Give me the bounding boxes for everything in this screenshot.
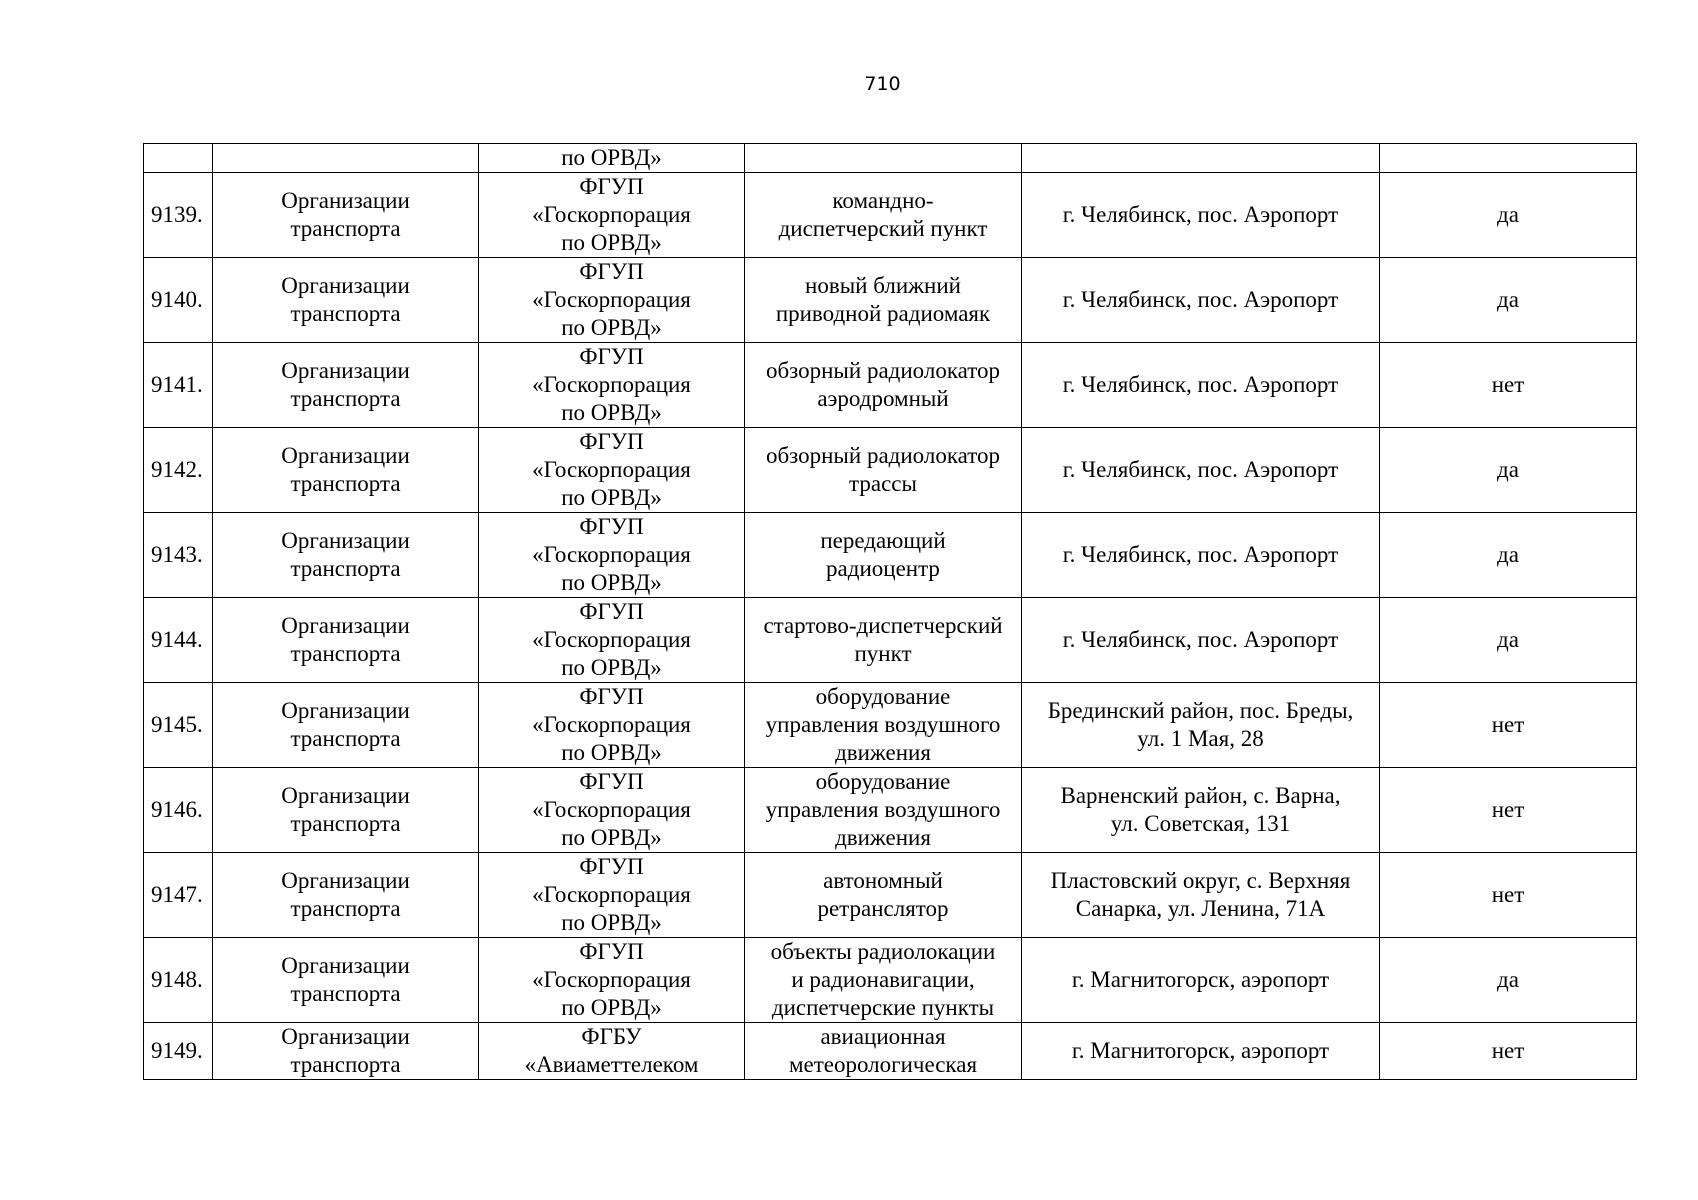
- object-line: управления воздушного: [765, 712, 1001, 737]
- address-cell: [1022, 1023, 1380, 1080]
- object-cell: [745, 853, 1022, 938]
- object-line: движения: [835, 825, 931, 850]
- category-line: Организации: [281, 273, 410, 298]
- category-line: транспорта: [290, 216, 401, 241]
- organization-line: «Госкорпорация: [532, 797, 691, 822]
- address-cell: [1022, 343, 1380, 428]
- table-row: [144, 768, 1637, 853]
- category-line: Организации: [281, 358, 410, 383]
- organization-line: ФГУП: [579, 769, 644, 794]
- flag-cell: да: [1380, 598, 1637, 683]
- category-cell: [213, 258, 479, 343]
- organization-line: ФГБУ: [581, 1024, 642, 1049]
- category-line: Организации: [281, 613, 410, 638]
- object-line: обзорный радиолокатор: [765, 443, 1001, 468]
- object-cell: [745, 768, 1022, 853]
- table-row: [144, 598, 1637, 683]
- object-cell: [745, 513, 1022, 598]
- object-line: управления воздушного: [765, 797, 1001, 822]
- category-line: Организации: [281, 783, 410, 808]
- address-line: г. Челябинск, пос. Аэропорт: [1062, 372, 1339, 397]
- organization-cell: [479, 683, 745, 768]
- object-line: метеорологическая: [788, 1052, 978, 1077]
- address-line: г. Челябинск, пос. Аэропорт: [1062, 287, 1339, 312]
- organization-line: «Госкорпорация: [532, 457, 691, 482]
- address-line: г. Челябинск, пос. Аэропорт: [1062, 202, 1339, 227]
- organization-line: «Госкорпорация: [532, 372, 691, 397]
- address-cell: [1022, 938, 1380, 1023]
- address-line: ул. 1 Мая, 28: [1137, 726, 1264, 751]
- object-line: радиоцентр: [826, 556, 940, 581]
- organization-line: по ОРВД»: [561, 570, 662, 595]
- category-line: транспорта: [290, 301, 401, 326]
- organization-cell: [479, 258, 745, 343]
- object-line: диспетчерские пункты: [771, 995, 995, 1020]
- row-number-cell: 9144.: [144, 598, 213, 683]
- object-line: оборудование: [815, 684, 951, 709]
- table-row: [144, 853, 1637, 938]
- object-line: и радионавигации,: [791, 967, 975, 992]
- organization-line: ФГУП: [579, 939, 644, 964]
- row-number-cell: 9143.: [144, 513, 213, 598]
- flag-cell: да: [1380, 173, 1637, 258]
- object-line: автономный: [823, 868, 943, 893]
- address-line: г. Челябинск, пос. Аэропорт: [1062, 627, 1339, 652]
- object-line: пункт: [854, 641, 912, 666]
- organization-cell: [479, 938, 745, 1023]
- table-row: [144, 343, 1637, 428]
- address-cell: [1022, 853, 1380, 938]
- address-line: Пластовский округ, с. Верхняя: [1050, 868, 1351, 893]
- table-row: [144, 428, 1637, 513]
- organization-line: «Госкорпорация: [532, 542, 691, 567]
- address-line: г. Магнитогорск, аэропорт: [1071, 1038, 1330, 1063]
- flag-cell: нет: [1380, 1023, 1637, 1080]
- address-line: г. Челябинск, пос. Аэропорт: [1062, 457, 1339, 482]
- address-line: г. Челябинск, пос. Аэропорт: [1062, 542, 1339, 567]
- object-line: объекты радиолокации: [770, 939, 996, 964]
- object-line: новый ближний: [805, 273, 961, 298]
- row-number-cell: [144, 144, 213, 173]
- row-number-cell: 9147.: [144, 853, 213, 938]
- category-cell: [213, 173, 479, 258]
- address-cell: [1022, 173, 1380, 258]
- object-line: авиационная: [820, 1024, 946, 1049]
- organization-line: «Госкорпорация: [532, 202, 691, 227]
- category-line: Организации: [281, 1024, 410, 1049]
- address-cell: [1022, 598, 1380, 683]
- organization-cell: [479, 343, 745, 428]
- category-cell: [213, 343, 479, 428]
- organization-cell: по ОРВД»: [479, 144, 745, 173]
- organization-line: «Госкорпорация: [532, 627, 691, 652]
- category-line: Организации: [281, 953, 410, 978]
- organization-line: по ОРВД»: [561, 825, 662, 850]
- row-number-cell: 9142.: [144, 428, 213, 513]
- category-cell: [213, 768, 479, 853]
- flag-cell: нет: [1380, 768, 1637, 853]
- table-row: [144, 173, 1637, 258]
- organization-line: по ОРВД»: [561, 315, 662, 340]
- objects-table: [143, 143, 1637, 1080]
- category-line: транспорта: [290, 896, 401, 921]
- object-line: диспетчерский пункт: [778, 216, 988, 241]
- category-line: транспорта: [290, 641, 401, 666]
- organization-line: ФГУП: [579, 174, 644, 199]
- address-line: Санарка, ул. Ленина, 71А: [1075, 896, 1326, 921]
- object-cell: [745, 258, 1022, 343]
- object-line: стартово-диспетчерский: [763, 613, 1003, 638]
- table-row: [144, 683, 1637, 768]
- flag-cell: нет: [1380, 343, 1637, 428]
- object-line: ретранслятор: [817, 896, 949, 921]
- category-line: транспорта: [290, 726, 401, 751]
- row-number-cell: 9139.: [144, 173, 213, 258]
- category-line: транспорта: [290, 386, 401, 411]
- row-number-cell: 9146.: [144, 768, 213, 853]
- address-cell: [1022, 144, 1380, 173]
- page-number: 710: [864, 73, 901, 95]
- category-cell: [213, 683, 479, 768]
- address-cell: [1022, 768, 1380, 853]
- object-line: обзорный радиолокатор: [765, 358, 1001, 383]
- category-line: Организации: [281, 868, 410, 893]
- table-row-continuation: [144, 144, 1637, 173]
- category-cell: [213, 144, 479, 173]
- category-cell: [213, 853, 479, 938]
- organization-cell: [479, 1023, 745, 1080]
- row-number-cell: 9149.: [144, 1023, 213, 1080]
- organization-line: «Госкорпорация: [532, 882, 691, 907]
- organization-line: «Госкорпорация: [532, 712, 691, 737]
- object-cell: [745, 598, 1022, 683]
- row-number-cell: 9141.: [144, 343, 213, 428]
- organization-cell: [479, 428, 745, 513]
- object-line: трассы: [849, 471, 917, 496]
- organization-line: по ОРВД»: [561, 740, 662, 765]
- category-cell: [213, 598, 479, 683]
- organization-line: «Госкорпорация: [532, 287, 691, 312]
- organization-cell: [479, 173, 745, 258]
- category-cell: [213, 428, 479, 513]
- category-line: транспорта: [290, 1052, 401, 1077]
- category-cell: [213, 938, 479, 1023]
- organization-line: «Авиаметтелеком: [524, 1052, 699, 1077]
- organization-line: ФГУП: [579, 429, 644, 454]
- organization-line: по ОРВД»: [561, 655, 662, 680]
- organization-cell: [479, 768, 745, 853]
- category-line: транспорта: [290, 556, 401, 581]
- category-line: Организации: [281, 698, 410, 723]
- organization-cell: [479, 853, 745, 938]
- object-line: движения: [835, 740, 931, 765]
- organization-line: «Госкорпорация: [532, 967, 691, 992]
- category-line: транспорта: [290, 981, 401, 1006]
- row-number-cell: 9140.: [144, 258, 213, 343]
- flag-cell: да: [1380, 258, 1637, 343]
- row-number-cell: 9148.: [144, 938, 213, 1023]
- organization-line: ФГУП: [579, 259, 644, 284]
- object-cell: [745, 343, 1022, 428]
- organization-cell: [479, 513, 745, 598]
- flag-cell: [1380, 144, 1637, 173]
- table-row: [144, 938, 1637, 1023]
- address-cell: [1022, 513, 1380, 598]
- table-row: [144, 258, 1637, 343]
- address-line: г. Магнитогорск, аэропорт: [1071, 967, 1330, 992]
- address-cell: [1022, 683, 1380, 768]
- object-cell: [745, 428, 1022, 513]
- category-line: Организации: [281, 188, 410, 213]
- flag-cell: да: [1380, 938, 1637, 1023]
- object-cell: [745, 144, 1022, 173]
- object-line: передающий: [820, 528, 946, 553]
- category-line: Организации: [281, 443, 410, 468]
- row-number-cell: 9145.: [144, 683, 213, 768]
- organization-line: ФГУП: [579, 599, 644, 624]
- category-line: транспорта: [290, 471, 401, 496]
- flag-cell: да: [1380, 428, 1637, 513]
- table-row: [144, 513, 1637, 598]
- flag-cell: да: [1380, 513, 1637, 598]
- organization-line: ФГУП: [579, 684, 644, 709]
- flag-cell: нет: [1380, 853, 1637, 938]
- organization-line: по ОРВД»: [561, 400, 662, 425]
- address-line: ул. Советская, 131: [1110, 811, 1291, 836]
- address-line: Брединский район, пос. Бреды,: [1047, 698, 1354, 723]
- table-row: [144, 1023, 1637, 1080]
- object-cell: [745, 938, 1022, 1023]
- address-cell: [1022, 258, 1380, 343]
- organization-line: ФГУП: [579, 854, 644, 879]
- organization-line: по ОРВД»: [561, 485, 662, 510]
- category-line: транспорта: [290, 811, 401, 836]
- object-cell: [745, 173, 1022, 258]
- organization-line: по ОРВД»: [561, 910, 662, 935]
- object-line: приводной радиомаяк: [775, 301, 991, 326]
- address-cell: [1022, 428, 1380, 513]
- object-cell: [745, 683, 1022, 768]
- object-line: оборудование: [815, 769, 951, 794]
- object-line: командно-: [832, 188, 934, 213]
- object-line: аэродромный: [817, 386, 949, 411]
- address-line: Варненский район, с. Варна,: [1060, 783, 1341, 808]
- table-body: [144, 144, 1637, 1080]
- organization-line: ФГУП: [579, 344, 644, 369]
- flag-cell: нет: [1380, 683, 1637, 768]
- object-cell: [745, 1023, 1022, 1080]
- category-cell: [213, 1023, 479, 1080]
- organization-line: по ОРВД»: [561, 995, 662, 1020]
- organization-line: по ОРВД»: [561, 230, 662, 255]
- organization-line: ФГУП: [579, 514, 644, 539]
- organization-cell: [479, 598, 745, 683]
- category-cell: [213, 513, 479, 598]
- category-line: Организации: [281, 528, 410, 553]
